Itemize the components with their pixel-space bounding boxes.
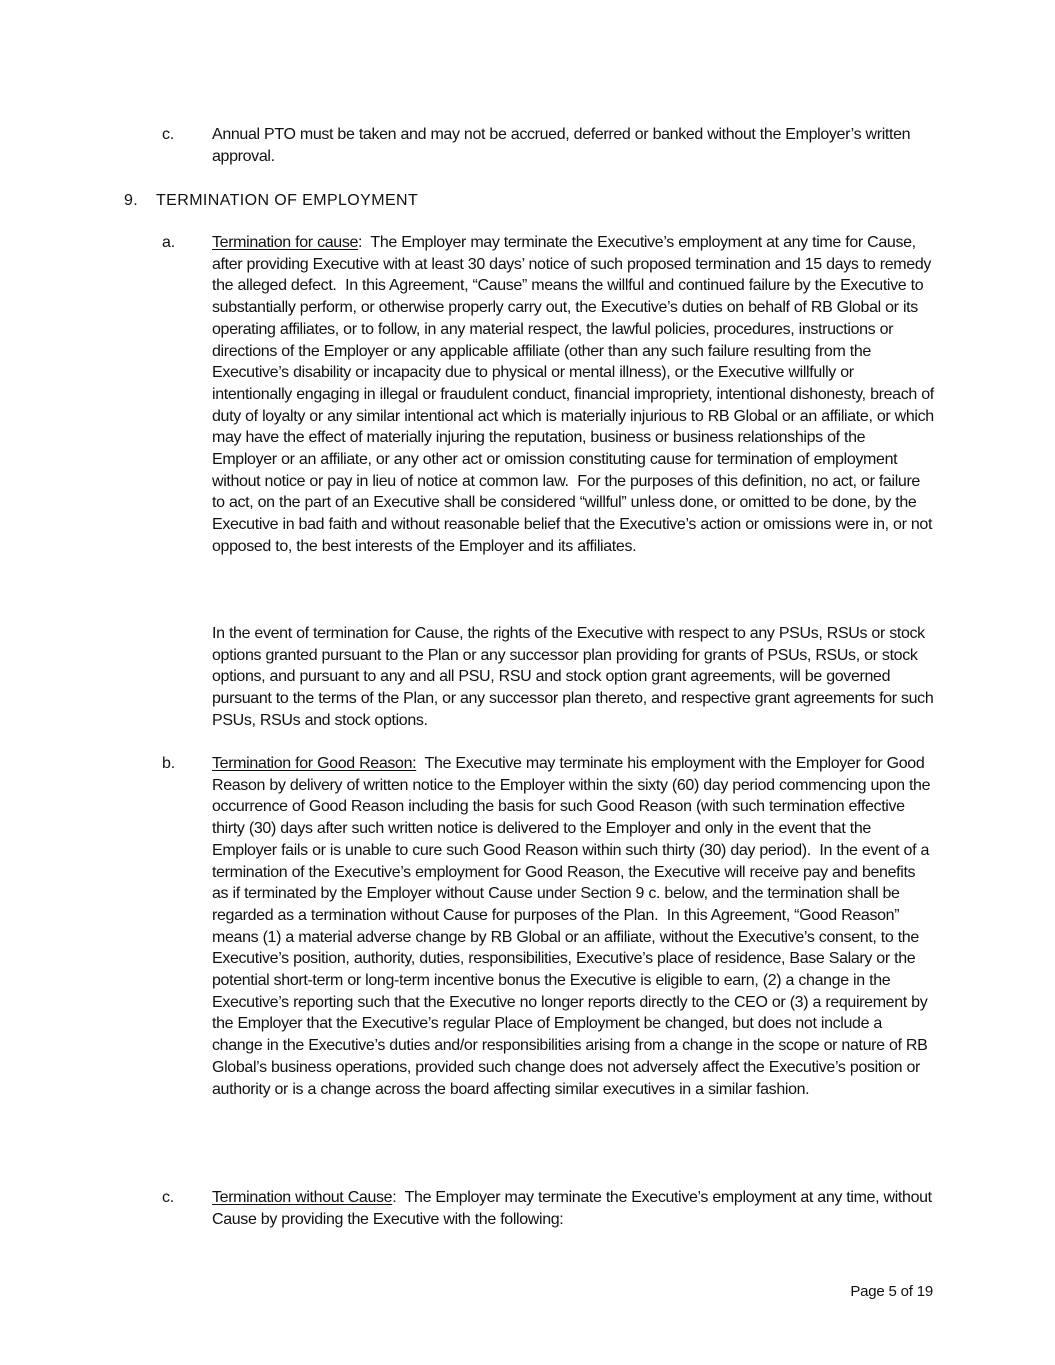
termination-for-good-reason-paragraph — [212, 753, 934, 1100]
termination-for-cause-paragraph — [212, 232, 939, 558]
clause-heading: Termination without Cause — [212, 1189, 393, 1206]
list-marker: b. — [162, 755, 175, 772]
list-marker: c. — [162, 1189, 175, 1206]
clause-heading-colon: : — [392, 1189, 397, 1206]
clause-heading-colon: : — [358, 234, 363, 251]
list-marker: c. — [162, 126, 175, 143]
list-marker: a. — [162, 234, 175, 251]
clause-body: The Executive may terminate his employment with the Employer for Good Reason by delivery of written notice to the Employer within the sixty (60) day period commencing upon the occurrence of Good Reason including the basis for such Good Reason (with such termination effective thirty (30) days after such written notice is delivered to the Employer and only in the event that the Employer fails or is unable to cure such Good Reason within such thirty (30) day period). In the event of a termination of the Executive’s employment for Good Reason, the Executive will receive pay and benefits as if terminated by the Employer without Cause under Section 9 c. below, and the termination shall be regarded as a termination without Cause for purposes of the Plan. In this Agreement, “Good Reason” means (1) a material adverse change by RB Global or an affiliate, without the Executive’s consent, to the Executive’s position, authority, duties, responsibilities, Executive’s place of residence, Base Salary or the potential short-term or long-term incentive bonus the Executive is eligible to earn, (2) a change in the Executive’s reporting such that the Executive no longer reports directly to the CEO or (3) a requirement by the Employer that the Executive’s regular Place of Employment be changed, but does not include a change in the Executive’s duties and/or responsibilities arising from a change in the scope or nature of RB Global’s business operations, provided such change does not adversely affect the Executive’s position or authority or is a change across the board affecting similar executives in a similar fashion. — [212, 755, 935, 1098]
section-number: 9. — [124, 192, 139, 209]
page-number: Page 5 of 19 — [850, 1283, 933, 1300]
section-heading — [124, 190, 418, 212]
section-title: TERMINATION OF EMPLOYMENT — [156, 192, 419, 209]
paragraph-text: In the event of termination for Cause, the rights of the Executive with respect to any PSUs, RSUs or stock options granted pursuant to the Plan or any successor plan providing for grants of PSUs, RSUs, or stock options, and pursuant to any and all PSU, RSU and stock option grant agreements, will be governed pursuant to the terms of the Plan, or any successor plan thereto, and respective grant agreements for such PSUs, RSUs and stock options. — [212, 625, 934, 729]
termination-without-cause-paragraph — [212, 1187, 937, 1230]
clause-body: The Employer may terminate the Executive’s employment at any time, without Cause by providing the Executive with the following: — [212, 1189, 937, 1228]
clause-heading: Termination for cause — [212, 234, 359, 251]
pto-paragraph: Annual PTO must be taken and may not be accrued, deferred or banked without the Employer’s written approval. — [212, 126, 911, 165]
clause-body: The Employer may terminate the Executive’s employment at any time for Cause, after providing Executive with at least 30 days’ notice of such proposed termination and 15 days to remedy the alleged defect. In this Agreement, “Cause” means the willful and continued failure by the Executive to substantially perform, or otherwise properly carry out, the Executive’s duties on behalf of RB Global or its operating affiliates, or to follow, in any material respect, the lawful policies, procedures, instructions or directions of the Employer or any applicable affiliate (other than any such failure resulting from the Executive’s disability or incapacity due to physical or mental illness), or the Executive willfully or intentionally engaging in illegal or fraudulent conduct, financial impropriety, intentional dishonesty, breach of duty of loyalty or any similar intentional act which is materially injurious to RB Global or an affiliate, or which may have the effect of materially injuring the reputation, business or business relationships of the Employer or an affiliate, or any other act or omission constituting cause for termination of employment without notice or pay in lieu of notice at common law. For the purposes of this definition, no act, or failure to act, on the part of an Executive shall be considered “willful” unless done, or omitted to be done, by the Executive in bad faith and without reasonable belief that the Executive’s action or omissions were in, or not opposed to, the best interests of the Employer and its affiliates. — [212, 234, 939, 555]
clause-heading: Termination for Good Reason: — [212, 755, 417, 772]
